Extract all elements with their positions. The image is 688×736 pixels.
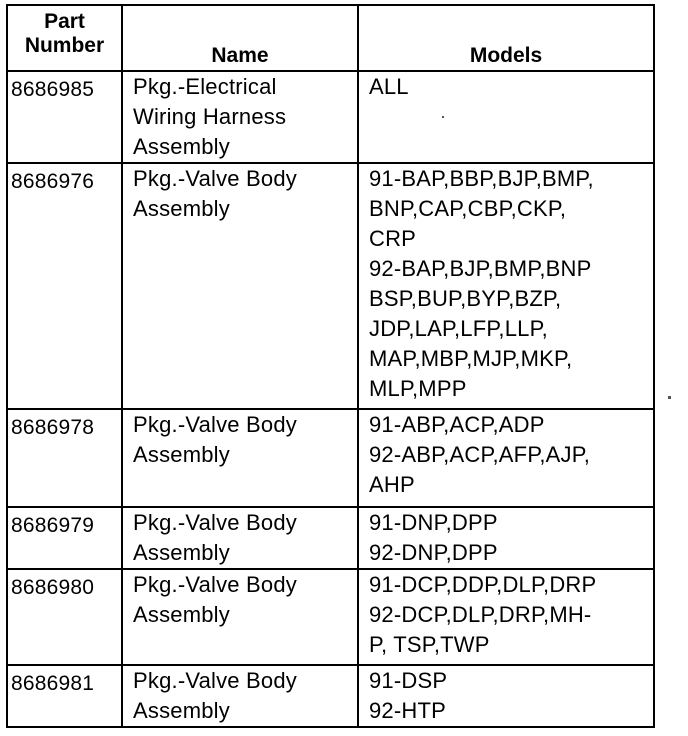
models-line: 91-DCP,DDP,DLP,DRP	[369, 572, 597, 597]
name-line: Wiring Harness	[133, 104, 287, 129]
part-number-cell: 8686979	[7, 507, 122, 569]
header-row	[7, 5, 654, 71]
name-line: Pkg.-Valve Body	[133, 166, 298, 191]
table-row	[7, 163, 654, 409]
name-cell	[122, 507, 358, 569]
name-line: Assembly	[133, 602, 230, 627]
models-cell	[358, 569, 654, 665]
models-line: AHP	[369, 472, 415, 497]
models-line: 91-DSP	[369, 668, 448, 693]
models-line: JDP,LAP,LFP,LLP,	[369, 316, 548, 341]
models-line: 92-HTP	[369, 698, 446, 723]
table-row	[7, 665, 654, 727]
models-line: MLP,MPP	[369, 376, 467, 401]
table-row	[7, 507, 654, 569]
header-name: Name	[122, 5, 358, 71]
scan-speck	[668, 396, 671, 399]
header-part-number	[7, 5, 122, 71]
part-number-cell: 8686978	[7, 409, 122, 507]
header-part-number-line1: Part	[44, 10, 85, 33]
name-cell	[122, 569, 358, 665]
models-line: 92-BAP,BJP,BMP,BNP	[369, 256, 592, 281]
part-number-cell: 8686985	[7, 71, 122, 163]
models-cell	[358, 163, 654, 409]
name-line: Pkg.-Electrical	[133, 74, 277, 99]
name-line: Assembly	[133, 442, 230, 467]
models-line: ALL	[369, 74, 409, 99]
name-line: Assembly	[133, 540, 230, 565]
models-cell	[358, 409, 654, 507]
models-cell	[358, 71, 654, 163]
models-line: BSP,BUP,BYP,BZP,	[369, 286, 562, 311]
models-line: BNP,CAP,CBP,CKP,	[369, 196, 567, 221]
table-row	[7, 71, 654, 163]
name-cell	[122, 665, 358, 727]
name-line: Pkg.-Valve Body	[133, 510, 298, 535]
name-line: Assembly	[133, 698, 230, 723]
models-cell	[358, 507, 654, 569]
name-line: Assembly	[133, 196, 230, 221]
parts-table-container	[6, 4, 653, 728]
name-line: Pkg.-Valve Body	[133, 572, 298, 597]
name-line: Pkg.-Valve Body	[133, 668, 298, 693]
header-part-number-line2: Number	[24, 34, 105, 57]
table-row	[7, 409, 654, 507]
models-line: 92-ABP,ACP,AFP,AJP,	[369, 442, 591, 467]
name-line: Assembly	[133, 134, 230, 159]
models-line: P, TSP,TWP	[369, 632, 490, 657]
name-cell	[122, 71, 358, 163]
name-cell	[122, 409, 358, 507]
models-line: MAP,MBP,MJP,MKP,	[369, 346, 573, 371]
part-number-cell: 8686980	[7, 569, 122, 665]
models-line: 91-ABP,ACP,ADP	[369, 412, 545, 437]
part-number-cell: 8686981	[7, 665, 122, 727]
models-line: 92-DNP,DPP	[369, 540, 498, 565]
name-line: Pkg.-Valve Body	[133, 412, 298, 437]
parts-table	[6, 4, 655, 728]
models-cell	[358, 665, 654, 727]
models-line: CRP	[369, 226, 417, 251]
models-line: 92-DCP,DLP,DRP,MH-	[369, 602, 592, 627]
models-line: 91-BAP,BBP,BJP,BMP,	[369, 166, 594, 191]
table-row	[7, 569, 654, 665]
name-cell	[122, 163, 358, 409]
header-models: Models	[358, 5, 654, 71]
part-number-cell: 8686976	[7, 163, 122, 409]
scan-speck	[442, 116, 444, 118]
models-line: 91-DNP,DPP	[369, 510, 498, 535]
